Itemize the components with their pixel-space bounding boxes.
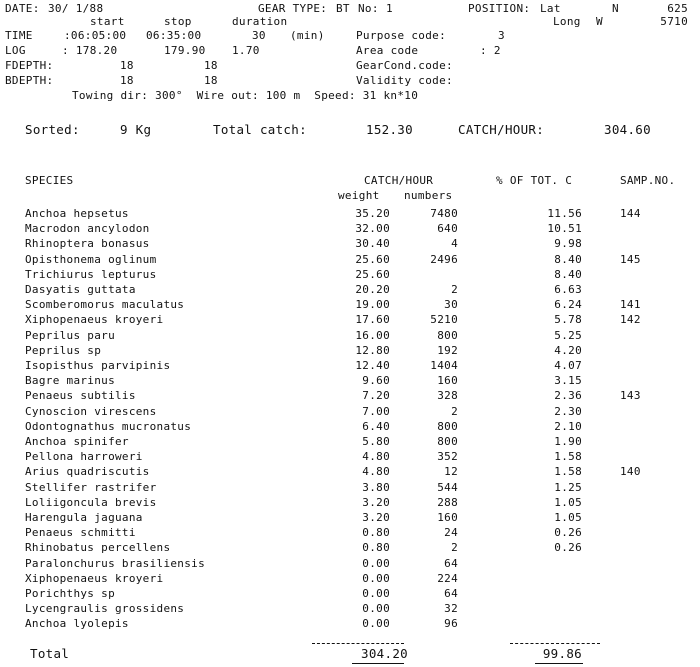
fdepth-label: FDEPTH: <box>5 59 54 72</box>
weight-value: 5.80 <box>362 435 390 448</box>
area-code-value: : 2 <box>480 44 501 57</box>
percent-value: 3.15 <box>554 374 582 388</box>
time-stop: 06:35:00 <box>146 29 202 42</box>
species-name: Odontognathus mucronatus <box>25 419 192 433</box>
col-stop-header: stop <box>164 15 192 28</box>
time-label: TIME <box>5 29 33 42</box>
sorted-value: 9 Kg <box>120 122 152 137</box>
validity-code-label: Validity code: <box>356 74 453 87</box>
species-name: Rhinobatus percellens <box>25 541 171 555</box>
numbers-column-header: numbers <box>404 189 453 202</box>
numbers-value: 800 <box>437 419 458 433</box>
percent-value: 4.20 <box>554 343 582 357</box>
species-name: Stellifer rastrifer <box>25 480 157 494</box>
numbers-value: 30 <box>444 298 458 312</box>
species-name: Dasyatis guttata <box>25 283 136 296</box>
fdepth-start: 18 <box>120 59 134 72</box>
gearcond-code-label: GearCond.code: <box>356 59 453 72</box>
species-name: Pellona harroweri <box>25 450 143 464</box>
weight-value: 0.00 <box>362 571 390 585</box>
purpose-code-value: 3 <box>498 29 505 42</box>
log-start: : 178.20 <box>62 44 118 57</box>
percent-value: 6.24 <box>554 298 582 312</box>
weight-value: 0.00 <box>362 617 390 631</box>
total-catch-value: 152.30 <box>366 122 413 137</box>
percent-value: 0.26 <box>554 526 582 540</box>
weight-value: 0.80 <box>362 526 390 540</box>
species-name: Xiphopenaeus kroyeri <box>25 313 164 327</box>
col-duration-header: duration <box>232 15 288 28</box>
purpose-code-label: Purpose code: <box>356 29 446 42</box>
numbers-value: 2 <box>451 541 458 555</box>
percent-value: 10.51 <box>547 222 582 236</box>
species-name: Peprilus sp <box>25 343 102 357</box>
numbers-value: 24 <box>444 526 458 540</box>
percent-value: 2.36 <box>554 389 582 403</box>
species-name: Peprilus paru <box>25 328 115 342</box>
species-name: Arius quadriscutis <box>25 465 150 479</box>
sample-number-value: 145 <box>620 252 641 266</box>
sample-number-value: 144 <box>620 207 641 220</box>
catch-hour-label: CATCH/HOUR: <box>458 122 545 137</box>
numbers-value: 544 <box>437 480 458 494</box>
species-name: Bagre marinus <box>25 374 115 388</box>
numbers-value: 160 <box>437 511 458 524</box>
weight-value: 4.80 <box>362 450 390 464</box>
percent-value: 0.26 <box>554 541 582 555</box>
percent-value: 4.07 <box>554 359 582 372</box>
weight-value: 0.00 <box>362 602 390 616</box>
weight-value: 3.80 <box>362 480 390 494</box>
percent-value: 9.98 <box>554 237 582 251</box>
lat-value: 625 <box>667 2 688 15</box>
percent-value: 5.78 <box>554 313 582 327</box>
time-unit: (min) <box>290 29 325 42</box>
numbers-value: 4 <box>451 237 458 251</box>
species-name: Xiphopenaeus kroyeri <box>25 571 164 585</box>
species-name: Paralonchurus brasiliensis <box>25 556 205 570</box>
species-name: Opisthonema oglinum <box>25 252 157 266</box>
species-name: Cynoscion virescens <box>25 404 157 418</box>
lat-direction: N <box>612 2 619 15</box>
catch-hour-value: 304.60 <box>604 122 651 137</box>
weight-value: 0.00 <box>362 587 390 600</box>
species-name: Scomberomorus maculatus <box>25 298 185 312</box>
numbers-value: 1404 <box>430 359 458 372</box>
species-name: Trichiurus lepturus <box>25 267 157 281</box>
species-name: Penaeus schmitti <box>25 526 136 540</box>
numbers-value: 800 <box>437 435 458 448</box>
percent-total-column-header: % OF TOT. C <box>496 174 573 187</box>
numbers-value: 192 <box>437 343 458 357</box>
weight-value: 12.40 <box>355 359 390 372</box>
bdepth-stop: 18 <box>204 74 218 87</box>
weight-value: 16.00 <box>355 328 390 342</box>
weight-value: 25.60 <box>355 252 390 266</box>
numbers-value: 2 <box>451 283 458 296</box>
numbers-value: 7480 <box>430 207 458 220</box>
sorted-label: Sorted: <box>25 122 80 137</box>
species-name: Isopisthus parvipinis <box>25 359 171 372</box>
percent-value: 1.05 <box>554 511 582 524</box>
fdepth-stop: 18 <box>204 59 218 72</box>
percent-value: 1.58 <box>554 450 582 464</box>
weight-value: 17.60 <box>355 313 390 327</box>
species-name: Anchoa spinifer <box>25 435 129 448</box>
long-value: 5710 <box>660 15 688 28</box>
total-weight-value: 304.20 <box>361 646 408 661</box>
species-name: Anchoa lyolepis <box>25 617 129 631</box>
log-label: LOG <box>5 44 26 57</box>
species-name: Macrodon ancylodon <box>25 222 150 236</box>
total-percent-rule <box>510 643 600 644</box>
gear-no-value: 1 <box>386 2 393 15</box>
long-label: Long <box>553 15 581 28</box>
species-name: Anchoa hepsetus <box>25 207 129 220</box>
sample-number-value: 141 <box>620 298 641 312</box>
numbers-value: 96 <box>444 617 458 631</box>
percent-value: 1.25 <box>554 480 582 494</box>
gear-no-label: No: <box>358 2 379 15</box>
weight-value: 0.80 <box>362 541 390 555</box>
weight-value: 30.40 <box>355 237 390 251</box>
numbers-value: 352 <box>437 450 458 464</box>
gear-type-value: BT <box>336 2 350 15</box>
percent-value: 5.25 <box>554 328 582 342</box>
weight-value: 3.20 <box>362 495 390 509</box>
numbers-value: 288 <box>437 495 458 509</box>
log-duration: 1.70 <box>232 44 260 57</box>
bdepth-label: BDEPTH: <box>5 74 54 87</box>
percent-value: 1.05 <box>554 495 582 509</box>
percent-value: 11.56 <box>547 207 582 220</box>
weight-value: 7.00 <box>362 404 390 418</box>
gear-type-label: GEAR TYPE: <box>258 2 328 15</box>
numbers-value: 64 <box>444 587 458 600</box>
catch-hour-column-header: CATCH/HOUR <box>364 174 434 187</box>
weight-value: 7.20 <box>362 389 390 403</box>
numbers-value: 32 <box>444 602 458 616</box>
sample-number-column-header: SAMP.NO. <box>620 174 676 187</box>
weight-value: 4.80 <box>362 465 390 479</box>
sample-number-value: 140 <box>620 465 641 479</box>
date-label: DATE: <box>5 2 40 15</box>
lat-label: Lat <box>540 2 561 15</box>
towing-info-line: Towing dir: 300° Wire out: 100 m Speed: 31 kn*10 <box>72 89 419 102</box>
weight-column-header: weight <box>338 189 380 202</box>
weight-value: 25.60 <box>355 267 390 281</box>
percent-value: 1.58 <box>554 465 582 479</box>
weight-value: 12.80 <box>355 343 390 357</box>
time-duration: 30 <box>252 29 266 42</box>
weight-value: 20.20 <box>355 283 390 296</box>
weight-value: 32.00 <box>355 222 390 236</box>
area-code-label: Area code <box>356 44 419 57</box>
species-name: Rhinoptera bonasus <box>25 237 150 251</box>
numbers-value: 640 <box>437 222 458 236</box>
total-weight-rule <box>312 643 404 644</box>
percent-value: 6.63 <box>554 283 582 296</box>
weight-value: 6.40 <box>362 419 390 433</box>
numbers-value: 800 <box>437 328 458 342</box>
total-weight-underline <box>352 663 404 664</box>
weight-value: 35.20 <box>355 207 390 220</box>
species-column-header: SPECIES <box>25 174 74 187</box>
sample-number-value: 142 <box>620 313 641 327</box>
percent-value: 8.40 <box>554 267 582 281</box>
long-direction: W <box>596 15 603 28</box>
total-catch-label: Total catch: <box>213 122 307 137</box>
percent-value: 2.10 <box>554 419 582 433</box>
numbers-value: 64 <box>444 556 458 570</box>
species-name: Loliigoncula brevis <box>25 495 157 509</box>
log-stop: 179.90 <box>164 44 206 57</box>
date-value: 30/ 1/88 <box>48 2 104 15</box>
position-label: POSITION: <box>468 2 531 15</box>
sample-number-value: 143 <box>620 389 641 403</box>
col-start-header: start <box>90 15 125 28</box>
numbers-value: 328 <box>437 389 458 403</box>
species-name: Porichthys sp <box>25 587 115 600</box>
total-percent-value: 99.86 <box>542 646 582 661</box>
percent-value: 2.30 <box>554 404 582 418</box>
species-name: Lycengraulis grossidens <box>25 602 185 616</box>
weight-value: 19.00 <box>355 298 390 312</box>
time-start: :06:05:00 <box>64 29 127 42</box>
numbers-value: 224 <box>437 571 458 585</box>
bdepth-start: 18 <box>120 74 134 87</box>
numbers-value: 5210 <box>430 313 458 327</box>
numbers-value: 12 <box>444 465 458 479</box>
weight-value: 9.60 <box>362 374 390 388</box>
weight-value: 3.20 <box>362 511 390 524</box>
numbers-value: 160 <box>437 374 458 388</box>
weight-value: 0.00 <box>362 556 390 570</box>
species-name: Penaeus subtilis <box>25 389 136 403</box>
species-name: Harengula jaguana <box>25 511 143 524</box>
numbers-value: 2496 <box>430 252 458 266</box>
total-label: Total <box>30 646 70 661</box>
percent-value: 8.40 <box>554 252 582 266</box>
percent-value: 1.90 <box>554 435 582 448</box>
numbers-value: 2 <box>451 404 458 418</box>
total-percent-underline <box>535 663 583 664</box>
